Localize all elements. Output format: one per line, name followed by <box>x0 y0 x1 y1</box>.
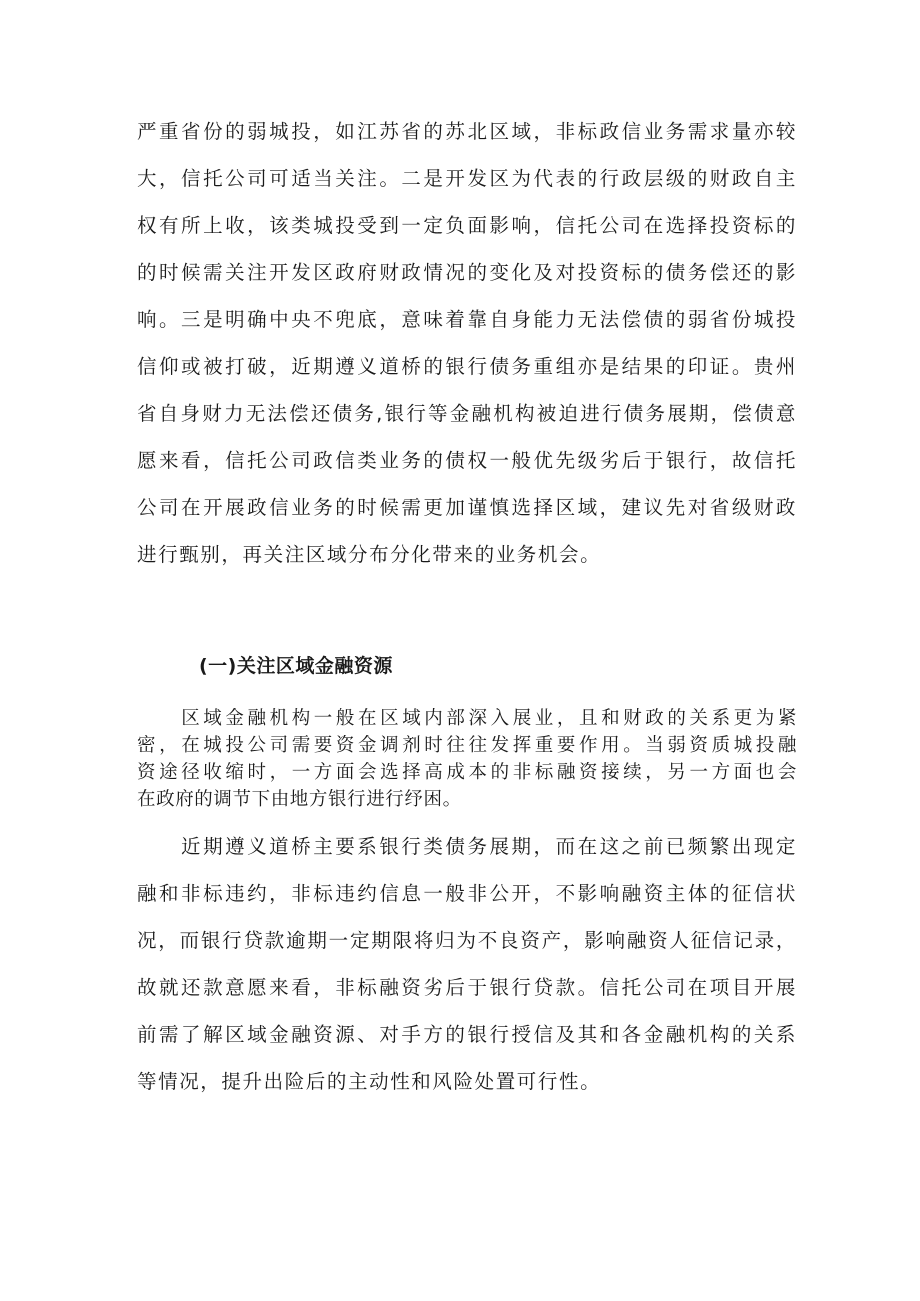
paragraph-line: 省自身财力无法偿还债务,银行等金融机构被迫进行债务展期，偿债意 <box>137 402 797 425</box>
paragraph-line: 资途径收缩时，一方面会选择高成本的非标融资接续，另一方面也会 <box>137 762 797 783</box>
paragraph-line: 故就还款意愿来看，非标融资劣后于银行贷款。信托公司在项目开展 <box>137 976 797 999</box>
paragraph-line: 愿来看，信托公司政信类业务的债权一般优先级劣后于银行，故信托 <box>137 449 797 472</box>
paragraph-line: 等情况，提升出险后的主动性和风险处置可行性。 <box>137 1070 602 1093</box>
paragraph-line: 况，而银行贷款逾期一定期限将归为不良资产，影响融资人征信记录， <box>137 929 797 952</box>
paragraph-line: 响。三是明确中央不兜底，意味着靠自身能力无法偿债的弱省份城投 <box>137 308 797 331</box>
paragraph-line: 进行甄别，再关注区域分布分化带来的业务机会。 <box>137 543 602 566</box>
paragraph-line: 权有所上收，该类城投受到一定负面影响，信托公司在选择投资标的 <box>137 214 797 237</box>
paragraph-line: 大，信托公司可适当关注。二是开发区为代表的行政层级的财政自主 <box>137 167 797 190</box>
paragraph-line: 密，在城投公司需要资金调剂时往往发挥重要作用。当弱资质城投融 <box>137 735 797 756</box>
paragraph-line: 融和非标违约，非标违约信息一般非公开，不影响融资主体的征信状 <box>137 882 797 905</box>
paragraph-line: 公司在开展政信业务的时候需更加谨慎选择区域，建议先对省级财政 <box>137 496 797 519</box>
section-heading: (一)关注区域金融资源 <box>199 655 393 677</box>
paragraph-line: 严重省份的弱城投，如江苏省的苏北区域，非标政信业务需求量亦较 <box>137 120 797 143</box>
paragraph-line: 信仰或被打破，近期遵义道桥的银行债务重组亦是结果的印证。贵州 <box>137 355 797 378</box>
paragraph-line: 在政府的调节下由地方银行进行纾困。 <box>137 789 462 810</box>
paragraph-line: 前需了解区域金融资源、对手方的银行授信及其和各金融机构的关系 <box>137 1023 797 1046</box>
paragraph-line: 近期遵义道桥主要系银行类债务展期，而在这之前已频繁出现定 <box>137 835 797 858</box>
paragraph-line: 区域金融机构一般在区域内部深入展业，且和财政的关系更为紧 <box>137 708 797 729</box>
paragraph-line: 的时候需关注开发区政府财政情况的变化及对投资标的债务偿还的影 <box>137 261 797 284</box>
